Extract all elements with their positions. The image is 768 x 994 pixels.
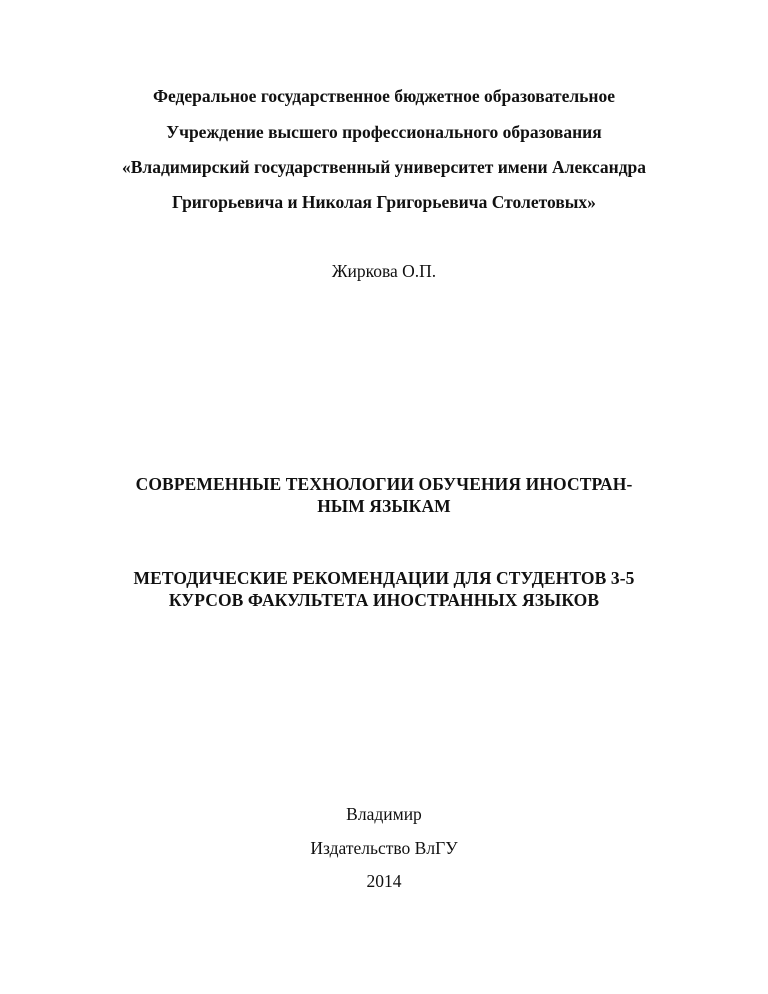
- institution-line-3: «Владимирский государственный университет имени Александра: [121, 157, 647, 177]
- document-subtitle-line-2: КУРСОВ ФАКУЛЬТЕТА ИНОСТРАННЫХ ЯЗЫКОВ: [168, 590, 600, 610]
- document-subtitle-line-1: МЕТОДИЧЕСКИЕ РЕКОМЕНДАЦИИ ДЛЯ СТУДЕНТОВ 3-5: [133, 568, 635, 588]
- imprint-year: 2014: [366, 871, 402, 891]
- institution-line-4: Григорьевича и Николая Григорьевича Столетовых»: [172, 192, 596, 212]
- document-title-line-2: НЫМ ЯЗЫКАМ: [317, 496, 451, 516]
- institution-line-1: Федеральное государственное бюджетное образовательное: [152, 86, 616, 106]
- imprint-city: Владимир: [346, 804, 422, 824]
- author-name: Жиркова О.П.: [331, 261, 437, 281]
- document-title-line-1: СОВРЕМЕННЫЕ ТЕХНОЛОГИИ ОБУЧЕНИЯ ИНОСТРАН-: [135, 474, 633, 494]
- institution-line-2: Учреждение высшего профессионального образования: [166, 122, 602, 142]
- imprint-publisher: Издательство ВлГУ: [310, 838, 458, 858]
